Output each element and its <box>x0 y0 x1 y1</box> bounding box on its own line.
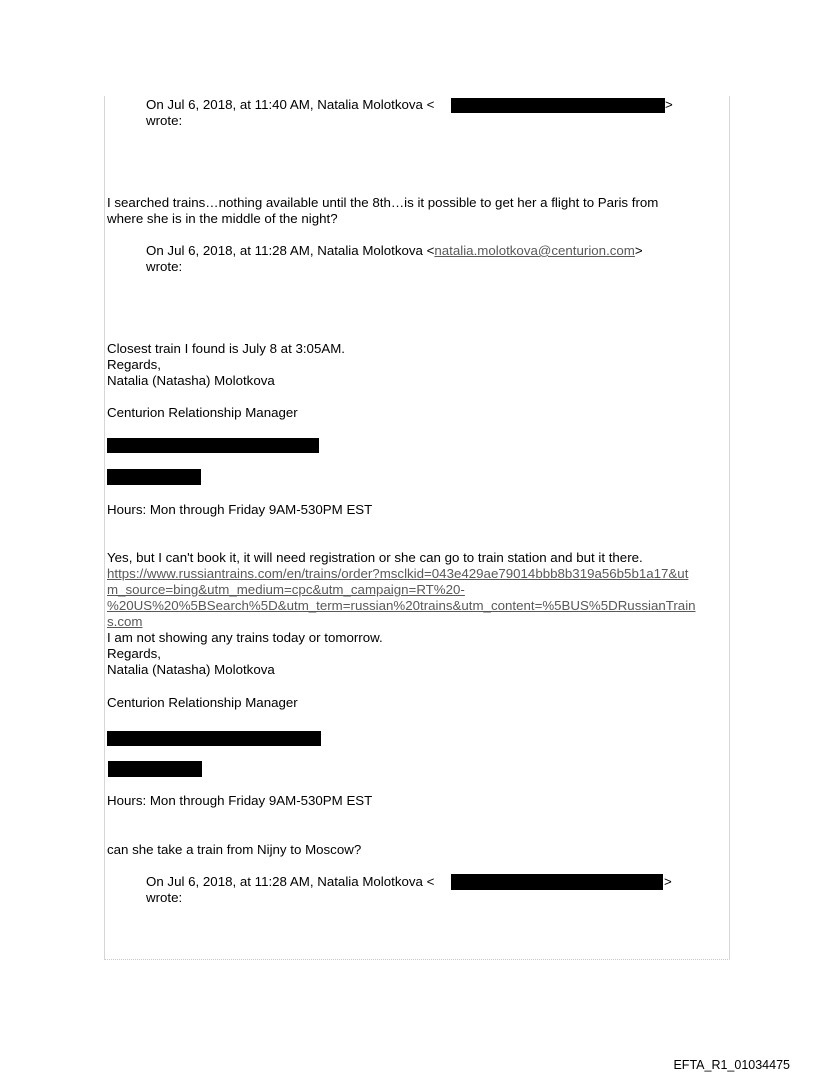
msg-yes-hours: Hours: Mon through Friday 9AM-530PM EST <box>107 793 373 808</box>
quote3-wrote: wrote: <box>146 890 183 905</box>
msg-yes-line1: Yes, but I can't book it, it will need registration or she can go to train station and but it there. <box>107 550 643 565</box>
train-order-link-line2[interactable]: m_source=bing&utm_medium=cpc&utm_campaign=RT%20- <box>107 582 465 597</box>
redacted-email-1 <box>451 98 665 113</box>
redacted-contact-1 <box>107 438 319 453</box>
redacted-email-3 <box>451 874 663 890</box>
redacted-phone-1 <box>107 469 201 485</box>
train-order-link-line3[interactable]: %20US%20%5BSearch%5D&utm_term=russian%20trains&utm_content=%5BUS%5DRussianTrain <box>107 598 696 613</box>
train-order-link-line1[interactable]: https://www.russiantrains.com/en/trains/order?msclkid=043e429ae79014bbb8b319a56b5b1a17&ut <box>107 566 689 581</box>
train-order-link-line4[interactable]: s.com <box>107 614 143 629</box>
msg-searched-line2: where she is in the middle of the night? <box>107 211 338 226</box>
redacted-contact-2 <box>107 731 321 746</box>
quote2-email-link[interactable]: natalia.molotkova@centurion.com <box>434 243 635 258</box>
quote1-header: On Jul 6, 2018, at 11:40 AM, Natalia Molotkova < <box>146 97 435 112</box>
msg-yes-regards: Regards, <box>107 646 161 661</box>
msg-closest-hours: Hours: Mon through Friday 9AM-530PM EST <box>107 502 373 517</box>
msg-nijny-line1: can she take a train from Nijny to Moscow? <box>107 842 362 857</box>
quote1-wrote: wrote: <box>146 113 183 128</box>
msg-yes-line2: I am not showing any trains today or tomorrow. <box>107 630 383 645</box>
msg-yes-name: Natalia (Natasha) Molotkova <box>107 662 275 677</box>
redacted-phone-2 <box>108 761 202 777</box>
msg-closest-title: Centurion Relationship Manager <box>107 405 298 420</box>
quote3-header: On Jul 6, 2018, at 11:28 AM, Natalia Molotkova < <box>146 874 435 889</box>
quote2-header: On Jul 6, 2018, at 11:28 AM, Natalia Molotkova <natalia.molotkova@centurion.com> <box>146 243 643 258</box>
msg-searched-line1: I searched trains…nothing available until the 8th…is it possible to get her a flight to Paris from <box>107 195 659 210</box>
msg-yes-title: Centurion Relationship Manager <box>107 695 298 710</box>
quote2-wrote: wrote: <box>146 259 183 274</box>
msg-closest-line1: Closest train I found is July 8 at 3:05AM. <box>107 341 345 356</box>
document-id: EFTA_R1_01034475 <box>673 1058 790 1072</box>
quote1-close: > <box>665 97 673 112</box>
quote3-close: > <box>664 874 672 889</box>
msg-closest-name: Natalia (Natasha) Molotkova <box>107 373 275 388</box>
msg-closest-regards: Regards, <box>107 357 161 372</box>
